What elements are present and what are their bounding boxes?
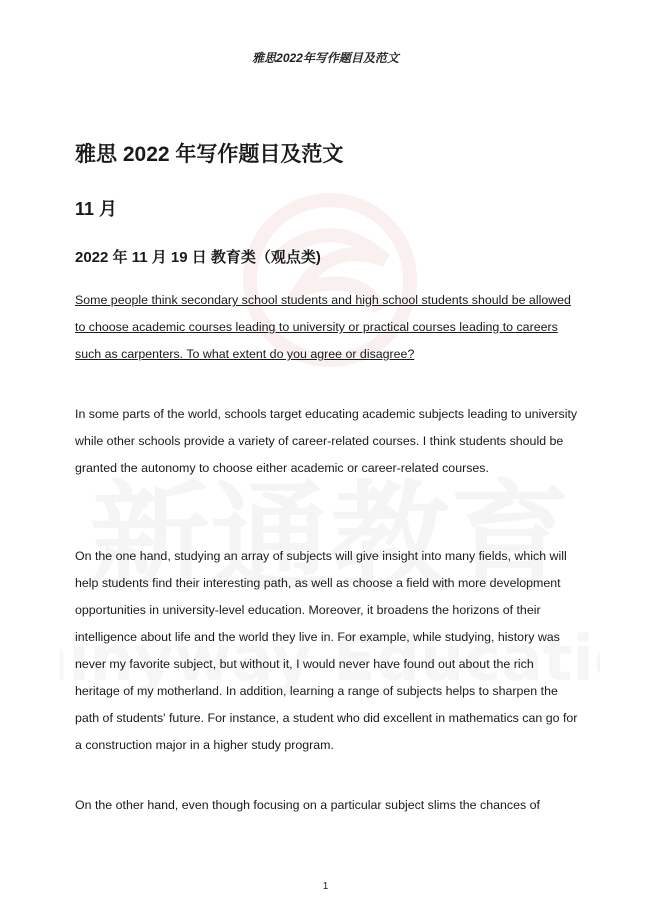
essay-paragraph-body-1: On the one hand, studying an array of subjects will give insight into many fields, which will help students find their interesting path, as well as choose a field with more development opportunities in university-level education. Moreover, it broadens the horizons of their intelligence about life and the world they live in. For example, while studying, history was never my favorite subject, but without it, I would never have found out about the rich heritage of my motherland. In addition, learning a range of subjects helps to sharpen the path of students' future. For instance, a student who did excellent in mathematics can go for a construction major in a higher study program. xyxy=(75,549,578,752)
essay-paragraph-body-2: On the other hand, even though focusing on a particular subject slims the chances of xyxy=(75,798,540,812)
page-header: 雅思2022年写作题目及范文 xyxy=(252,51,399,65)
page-number: 1 xyxy=(322,881,329,892)
essay-prompt: Some people think secondary school students and high school students should be allowed to choose academic courses leading to university or practical courses leading to careers such as carpenters. To what extent do you agree or disagree? xyxy=(75,293,571,361)
document-title: 雅思 2022 年写作题目及范文 xyxy=(75,143,344,166)
month-heading: 11 月 xyxy=(75,199,118,219)
topic-subheading: 2022 年 11 月 19 日 教育类（观点类) xyxy=(75,249,321,266)
essay-paragraph-intro: In some parts of the world, schools target educating academic subjects leading to university while other schools provide a variety of career-related courses. I think students should be granted the autonomy to choose either academic or career-related courses. xyxy=(75,407,578,475)
